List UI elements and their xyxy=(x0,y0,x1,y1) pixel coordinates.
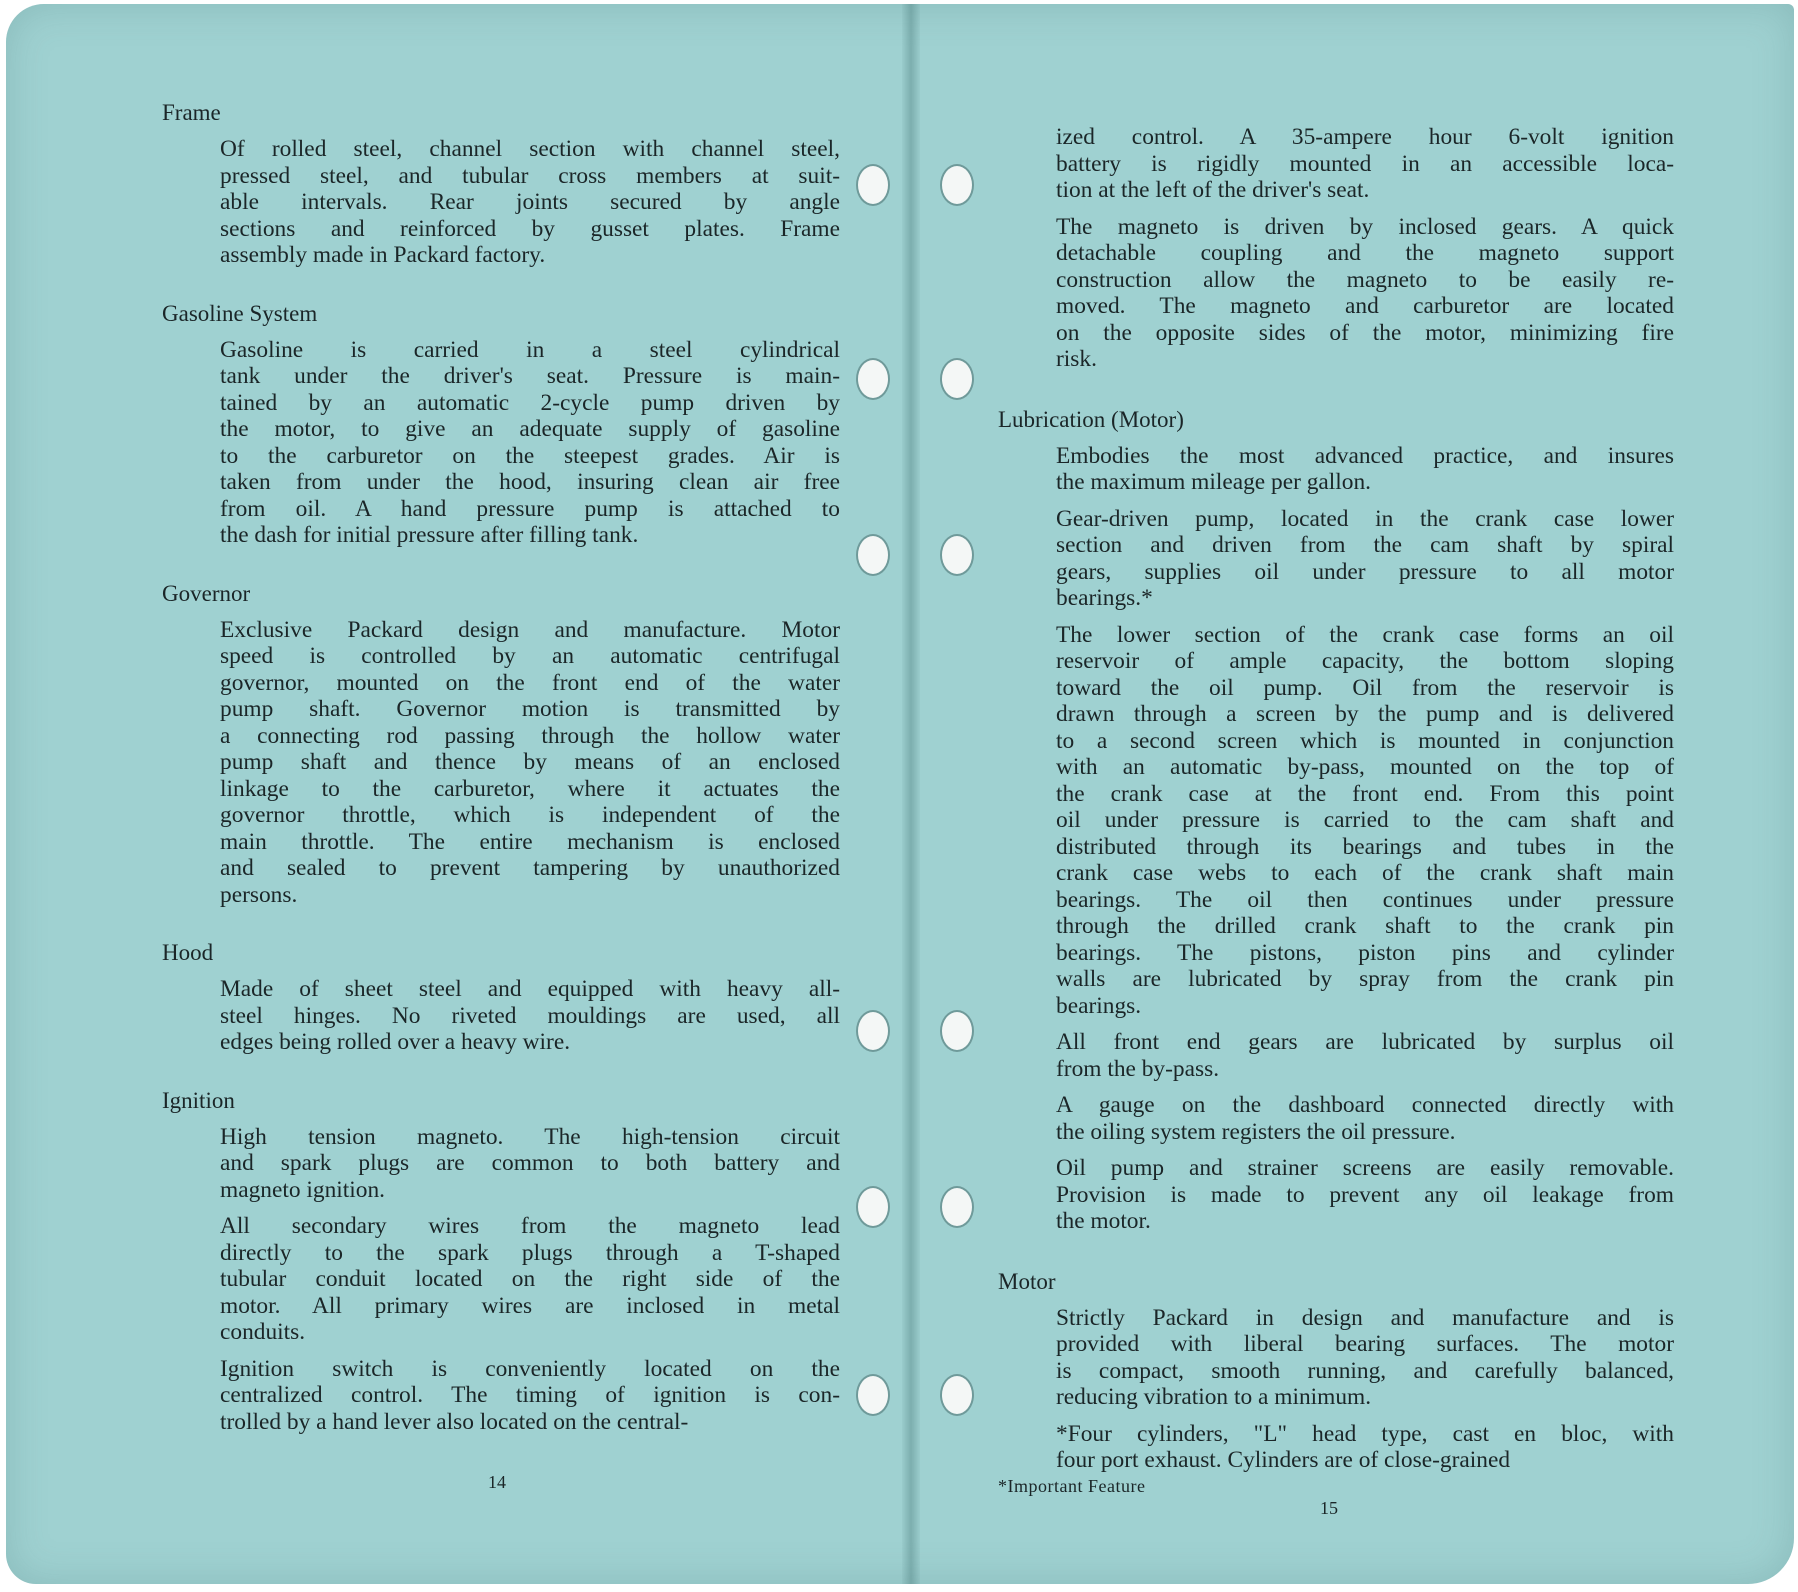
text-line: pump shaft and thence by means of an enclosed xyxy=(220,749,840,775)
section-heading: Ignition xyxy=(162,1087,235,1113)
text-line: reservoir of ample capacity, the bottom sloping xyxy=(1056,648,1674,674)
footnote: *Important Feature xyxy=(998,1476,1146,1496)
text-line: Made of sheet steel and equipped with heavy all- xyxy=(220,976,840,1002)
text-line: Of rolled steel, channel section with channel steel, xyxy=(220,136,840,162)
text-line: tubular conduit located on the right side of the xyxy=(220,1266,840,1292)
text-line: steel hinges. No riveted mouldings are used, all xyxy=(220,1002,840,1029)
section-heading: Lubrication (Motor) xyxy=(998,406,1184,432)
text-line: the dash for initial pressure after filling tank. xyxy=(220,522,639,548)
text-line: trolled by a hand lever also located on the central- xyxy=(220,1408,689,1435)
section-heading: Gasoline System xyxy=(162,300,318,326)
text-line: tion at the left of the driver's seat. xyxy=(1056,177,1370,203)
text-line: tained by an automatic 2-cycle pump driven by xyxy=(220,389,840,416)
text-line: is compact, smooth running, and carefully balanced, xyxy=(1056,1357,1674,1384)
text-line: magneto ignition. xyxy=(220,1176,386,1203)
text-line: High tension magneto. The high-tension circuit xyxy=(220,1123,840,1150)
text-line: drawn through a screen by the pump and is delivered xyxy=(1056,701,1674,727)
section-heading: Hood xyxy=(162,940,214,965)
text-line: All front end gears are lubricated by surplus oil xyxy=(1056,1029,1674,1055)
text-line: provided with liberal bearing surfaces. The motor xyxy=(1056,1331,1674,1357)
right-page xyxy=(912,4,1794,1584)
punch-hole xyxy=(940,164,974,206)
text-line: tank under the driver's seat. Pressure is main- xyxy=(220,363,840,389)
text-line: the maximum mileage per gallon. xyxy=(1056,469,1372,495)
text-line: crank case webs to each of the crank shaft main xyxy=(1056,860,1674,886)
text-line: sections and reinforced by gusset plates. Frame xyxy=(220,215,840,242)
text-line: main throttle. The entire mechanism is enclosed xyxy=(220,828,840,855)
text-line: to a second screen which is mounted in conjunction xyxy=(1056,727,1674,754)
text-line: the motor. xyxy=(1056,1208,1151,1234)
punch-hole xyxy=(856,534,890,576)
section-heading: Governor xyxy=(162,580,251,606)
text-line: with an automatic by-pass, mounted on the top of xyxy=(1056,754,1674,780)
text-line: assembly made in Packard factory. xyxy=(220,242,546,268)
body-paragraph xyxy=(1056,1155,1674,1235)
text-line: oil under pressure is carried to the cam shaft and xyxy=(1056,807,1674,833)
text-line: Exclusive Packard design and manufacture. Motor xyxy=(220,616,840,643)
section-heading: Motor xyxy=(998,1268,1056,1294)
section-heading: Frame xyxy=(162,100,221,125)
text-line: and sealed to prevent tampering by unauthorized xyxy=(220,855,840,881)
text-line: Gasoline is carried in a steel cylindrical xyxy=(220,336,840,363)
text-line: on the opposite sides of the motor, minimizing fire xyxy=(1056,319,1674,346)
text-line: A gauge on the dashboard connected directly with xyxy=(1056,1092,1674,1118)
page-number: 14 xyxy=(488,1472,506,1492)
text-line: motor. All primary wires are inclosed in metal xyxy=(220,1292,840,1319)
body-paragraph xyxy=(1056,214,1674,373)
text-line: from oil. A hand pressure pump is attached to xyxy=(220,495,840,522)
body-paragraph xyxy=(220,1124,840,1204)
left-page xyxy=(6,4,910,1584)
punch-hole xyxy=(940,1186,974,1228)
text-line: taken from under the hood, insuring clean air free xyxy=(220,469,840,495)
text-line: pump shaft. Governor motion is transmitted by xyxy=(220,696,840,722)
text-line: gears, supplies oil under pressure to all motor xyxy=(1056,558,1674,585)
punch-hole xyxy=(856,1010,890,1052)
text-line: The lower section of the crank case forms an oil xyxy=(1056,621,1674,648)
text-line: pressed steel, and tubular cross members at suit- xyxy=(220,162,840,189)
text-line: persons. xyxy=(220,881,298,908)
text-line: distributed through its bearings and tubes in the xyxy=(1056,833,1674,860)
text-line: The magneto is driven by inclosed gears. A quick xyxy=(1056,213,1674,240)
text-line: edges being rolled over a heavy wire. xyxy=(220,1029,571,1055)
punch-hole xyxy=(856,1186,890,1228)
punch-hole xyxy=(940,358,974,400)
text-line: linkage to the carburetor, where it actuates the xyxy=(220,775,840,802)
body-paragraph xyxy=(1056,124,1674,204)
text-line: able intervals. Rear joints secured by angle xyxy=(220,189,840,215)
text-line: All secondary wires from the magneto lead xyxy=(220,1213,840,1239)
body-paragraph xyxy=(1056,1421,1674,1474)
text-line: toward the oil pump. Oil from the reservoir is xyxy=(1056,674,1674,701)
body-paragraph xyxy=(1056,622,1674,1020)
text-line: governor, mounted on the front end of the water xyxy=(220,669,840,696)
text-line: Strictly Packard in design and manufacture and is xyxy=(1056,1304,1674,1331)
text-line: Embodies the most advanced practice, and insures xyxy=(1056,442,1674,469)
text-line: risk. xyxy=(1056,346,1097,372)
text-line: construction allow the magneto to be easily re- xyxy=(1056,266,1674,293)
text-line: conduits. xyxy=(220,1319,306,1345)
body-paragraph xyxy=(1056,1029,1674,1082)
text-line: Oil pump and strainer screens are easily removable. xyxy=(1056,1155,1674,1181)
text-line: to the carburetor on the steepest grades. Air is xyxy=(220,442,840,469)
text-line: speed is controlled by an automatic centrifugal xyxy=(220,643,840,669)
text-line: centralized control. The timing of ignition is con- xyxy=(220,1382,840,1408)
text-line: the oiling system registers the oil pressure. xyxy=(1056,1118,1456,1145)
text-line: directly to the spark plugs through a T-shaped xyxy=(220,1239,840,1266)
punch-hole xyxy=(856,164,890,206)
body-paragraph xyxy=(1056,506,1674,612)
body-paragraph xyxy=(220,1356,840,1436)
body-paragraph xyxy=(220,1213,840,1346)
body-paragraph xyxy=(1056,443,1674,496)
text-line: battery is rigidly mounted in an accessible loca- xyxy=(1056,150,1674,177)
text-line: *Four cylinders, "L" head type, cast en bloc, with xyxy=(1056,1420,1674,1447)
text-line: bearings. The pistons, piston pins and cylinder xyxy=(1056,939,1674,966)
text-line: through the drilled crank shaft to the crank pin xyxy=(1056,913,1674,939)
text-line: and spark plugs are common to both battery and xyxy=(220,1150,840,1176)
text-line: bearings. xyxy=(1056,992,1142,1019)
punch-hole xyxy=(940,534,974,576)
text-line: bearings.* xyxy=(1056,585,1153,611)
text-line: bearings. The oil then continues under pressure xyxy=(1056,886,1674,913)
text-line: Gear-driven pump, located in the crank case lower xyxy=(1056,505,1674,532)
text-line: Provision is made to prevent any oil leakage from xyxy=(1056,1181,1674,1208)
text-line: the motor, to give an adequate supply of gasoline xyxy=(220,416,840,442)
body-paragraph xyxy=(1056,1305,1674,1411)
text-line: moved. The magneto and carburetor are located xyxy=(1056,293,1674,319)
body-paragraph xyxy=(220,976,840,1056)
text-line: detachable coupling and the magneto support xyxy=(1056,240,1674,266)
punch-hole xyxy=(856,1374,890,1416)
text-line: walls are lubricated by spray from the crank pin xyxy=(1056,966,1674,992)
body-paragraph xyxy=(220,617,840,909)
text-line: a connecting rod passing through the hollow water xyxy=(220,722,840,749)
body-paragraph xyxy=(220,136,840,269)
text-line: four port exhaust. Cylinders are of close-grained xyxy=(1056,1447,1511,1473)
punch-hole xyxy=(856,358,890,400)
page-number: 15 xyxy=(1320,1498,1338,1518)
booklet-spread xyxy=(6,4,1794,1584)
punch-hole xyxy=(940,1374,974,1416)
punch-hole xyxy=(940,1010,974,1052)
text-line: Ignition switch is conveniently located on the xyxy=(220,1355,840,1382)
text-line: section and driven from the cam shaft by spiral xyxy=(1056,532,1674,558)
text-line: ized control. A 35-ampere hour 6-volt ignition xyxy=(1056,124,1674,150)
text-line: governor throttle, which is independent of the xyxy=(220,802,840,828)
body-paragraph xyxy=(220,337,840,549)
text-line: from the by-pass. xyxy=(1056,1055,1220,1082)
text-line: the crank case at the front end. From this point xyxy=(1056,780,1674,807)
text-line: reducing vibration to a minimum. xyxy=(1056,1384,1372,1410)
body-paragraph xyxy=(1056,1092,1674,1145)
